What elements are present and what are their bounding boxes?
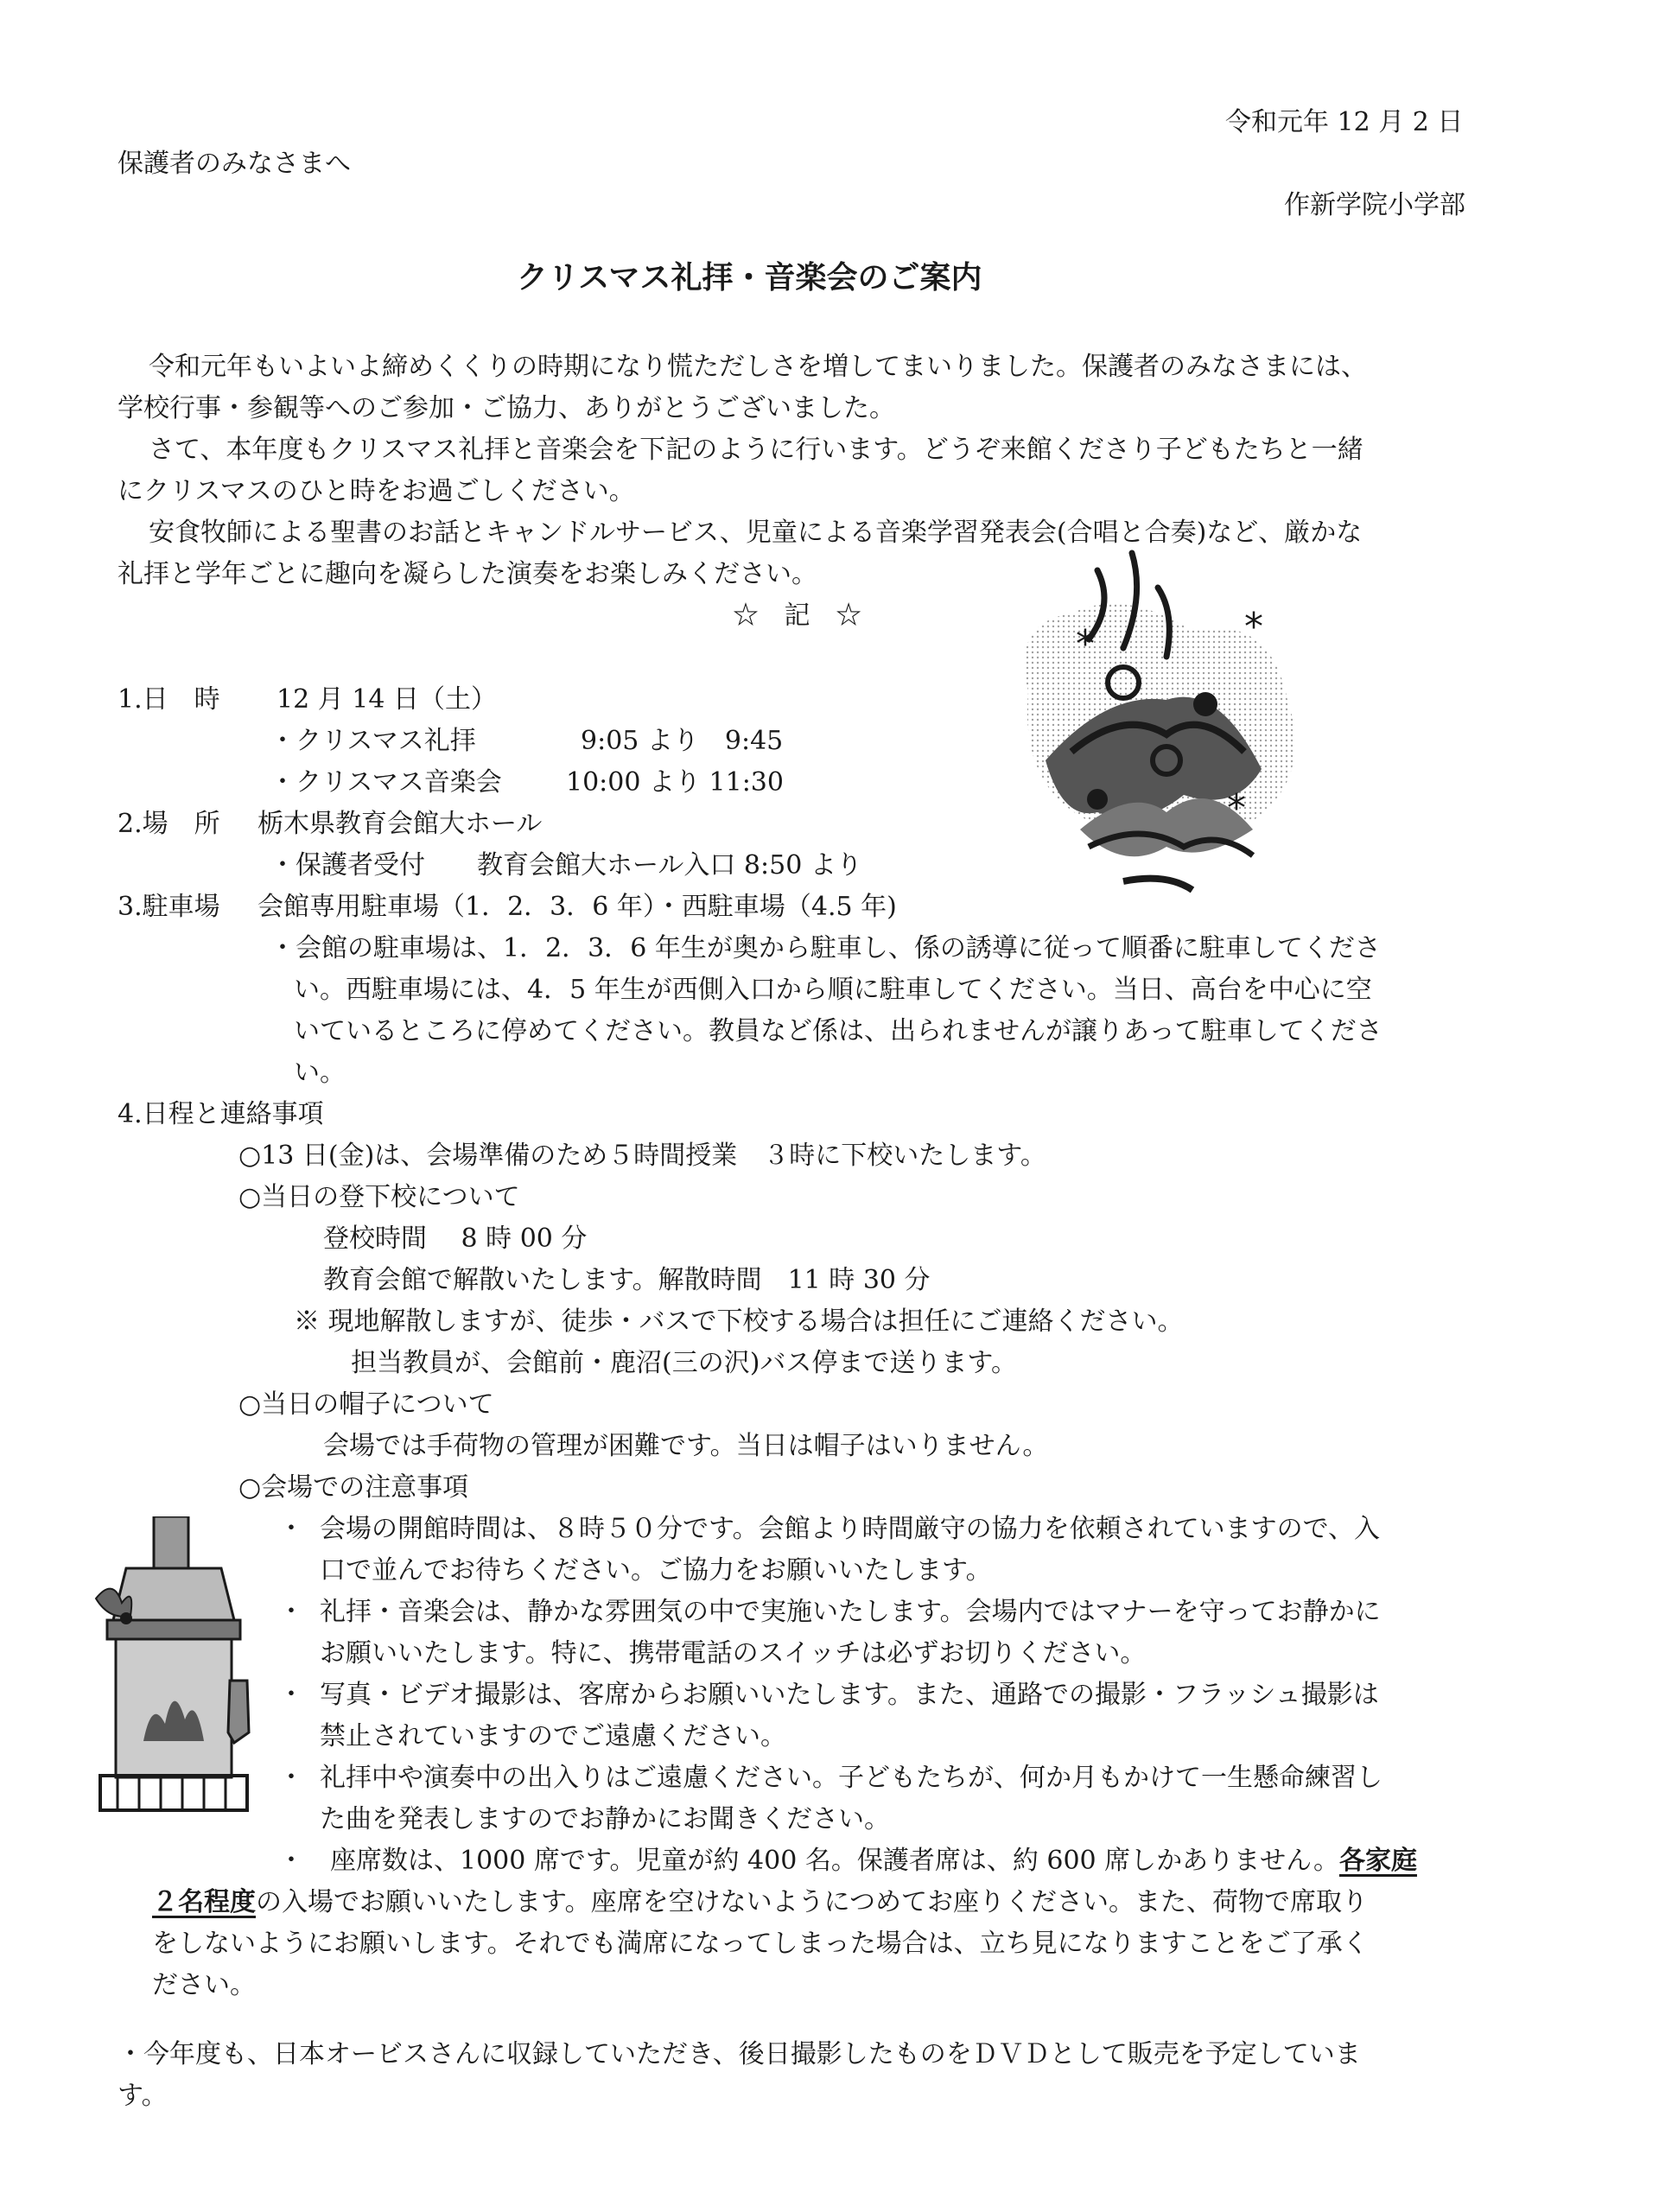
intro-line: さて、本年度もクリスマス礼拝と音楽会を下記のように行います。どうぞ来館くださり子どもたちと一緒: [149, 435, 1363, 465]
section-3-value: 会館専用駐車場（1．2．3．6 年）・西駐車場（4.5 年): [257, 892, 897, 922]
seating-emphasis: 各家庭: [1338, 1846, 1417, 1876]
event-time: 10:00 より 11:30: [566, 767, 784, 798]
footer-line: す。: [118, 2081, 168, 2111]
schedule-line: 担当教員が、会館前・鹿沼(三の沢)バス停まで送ります。: [351, 1348, 1018, 1378]
schedule-line: ○会場での注意事項: [238, 1472, 469, 1503]
event-name: ・クリスマス音楽会: [270, 767, 502, 798]
schedule-line: ○当日の帽子について: [238, 1389, 494, 1420]
svg-text:*: *: [1244, 605, 1263, 649]
seating-line-1: [278, 1844, 1417, 1878]
notice-line: 礼拝・音楽会は、静かな雰囲気の中で実施いたします。会場内ではマナーを守ってお静かに: [320, 1597, 1381, 1627]
notice-bullet: ・: [278, 1514, 304, 1544]
seating-line: をしないようにお願いします。それでも満席になってしまった場合は、立ち見になりますことをご了承く: [152, 1929, 1369, 1959]
fireplace-illustration: [83, 1516, 264, 1827]
date: 令和元年 12 月 2 日: [1225, 107, 1464, 137]
intro-line: 安食牧師による聖書のお話とキャンドルサービス、児童による音楽学習発表会(合唱と合奏)など、厳かな: [149, 518, 1363, 548]
section-1-label: 1.日 時: [118, 684, 220, 715]
schedule-line: ※ 現地解散しますが、徒歩・バスで下校する場合は担任にご連絡ください。: [294, 1306, 1184, 1337]
seating-text: の入場でお願いいたします。座席を空けないようにつめてお座りください。また、荷物で席取り: [256, 1887, 1368, 1917]
intro-line: にクリスマスのひと時をお過ごしください。: [118, 476, 635, 506]
reception-info: ・保護者受付 教育会館大ホール入口 8:50 より: [270, 850, 862, 880]
notice-line: お願いいたします。特に、携帯電話のスイッチは必ずお切りください。: [320, 1638, 1147, 1669]
notice-bullet: ・: [278, 1763, 304, 1793]
ki-heading: ☆ 記 ☆: [733, 601, 862, 631]
section-1-value: 12 月 14 日（土）: [276, 684, 497, 715]
seating-text: ・ 座席数は、1000 席です。児童が約 400 名。保護者席は、約 600 席しかありません。: [278, 1846, 1339, 1876]
notice-line: た曲を発表しますのでお静かにお聞きください。: [320, 1804, 890, 1834]
intro-line: 令和元年もいよいよ締めくくりの時期になり慌ただしさを増してまいりました。保護者のみなさまには、: [149, 352, 1367, 382]
notice-line: 会場の開館時間は、８時５０分です。会館より時間厳守の協力を依頼されていますので、入: [320, 1514, 1380, 1544]
notice-bullet: ・: [278, 1680, 304, 1710]
seating-line-2: [152, 1885, 1368, 1920]
event-time: 9:05 より 9:45: [581, 726, 784, 756]
section-2-value: 栃木県教育会館大ホール: [257, 809, 543, 839]
seating-emphasis: ２名程度: [152, 1887, 256, 1917]
christmas-tree-illustration: [994, 536, 1322, 933]
section-4-label: 4.日程と連絡事項: [118, 1099, 324, 1129]
notice-line: 礼拝中や演奏中の出入りはご遠慮ください。子どもたちが、何か月もかけて一生懸命練習し: [320, 1763, 1382, 1793]
svg-text:*: *: [1227, 786, 1246, 830]
notice-line: 禁止されていますのでご遠慮ください。: [320, 1721, 786, 1751]
section-2-label: 2.場 所: [118, 809, 220, 839]
event-name: ・クリスマス礼拝: [270, 726, 476, 756]
parking-line: ・会館の駐車場は、1．2．3．6 年生が奥から駐車し、係の誘導に従って順番に駐車してくださ: [270, 933, 1381, 963]
svg-text:*: *: [1076, 622, 1095, 666]
notice-line: 写真・ビデオ撮影は、客席からお願いいたします。また、通路での撮影・フラッシュ撮影は: [320, 1680, 1379, 1710]
parking-line: いているところに停めてください。教員など係は、出られませんが譲りあって駐車してくださ: [294, 1016, 1382, 1046]
schedule-line: 会場では手荷物の管理が困難です。当日は帽子はいりません。: [323, 1431, 1049, 1461]
intro-line: 礼拝と学年ごとに趣向を凝らした演奏をお楽しみください。: [118, 559, 817, 589]
seating-line: ださい。: [152, 1970, 256, 2000]
addressee: 保護者のみなさまへ: [118, 149, 351, 179]
notice-bullet: ・: [278, 1597, 304, 1627]
sender: 作新学院小学部: [1284, 190, 1465, 220]
notice-line: 口で並んでお待ちください。ご協力をお願いいたします。: [320, 1555, 992, 1586]
footer-line: ・今年度も、日本オービスさんに収録していただき、後日撮影したものをＤＶＤとして販売を予定していま: [118, 2039, 1361, 2069]
section-3-label: 3.駐車場: [118, 892, 220, 922]
parking-line: い。西駐車場には、4．5 年生が西側入口から順に駐車してください。当日、高台を中心に空: [294, 975, 1372, 1005]
intro-line: 学校行事・参観等へのご参加・ご協力、ありがとうございました。: [118, 393, 895, 423]
schedule-line: ○13 日(金)は、会場準備のため５時間授業 ３時に下校いたします。: [238, 1141, 1046, 1171]
page-title: クリスマス礼拝・音楽会のご案内: [517, 260, 982, 296]
schedule-line: 登校時間 8 時 00 分: [323, 1224, 588, 1254]
schedule-line: ○当日の登下校について: [238, 1182, 520, 1212]
parking-line: い。: [294, 1058, 346, 1088]
schedule-line: 教育会館で解散いたします。解散時間 11 時 30 分: [323, 1265, 931, 1295]
